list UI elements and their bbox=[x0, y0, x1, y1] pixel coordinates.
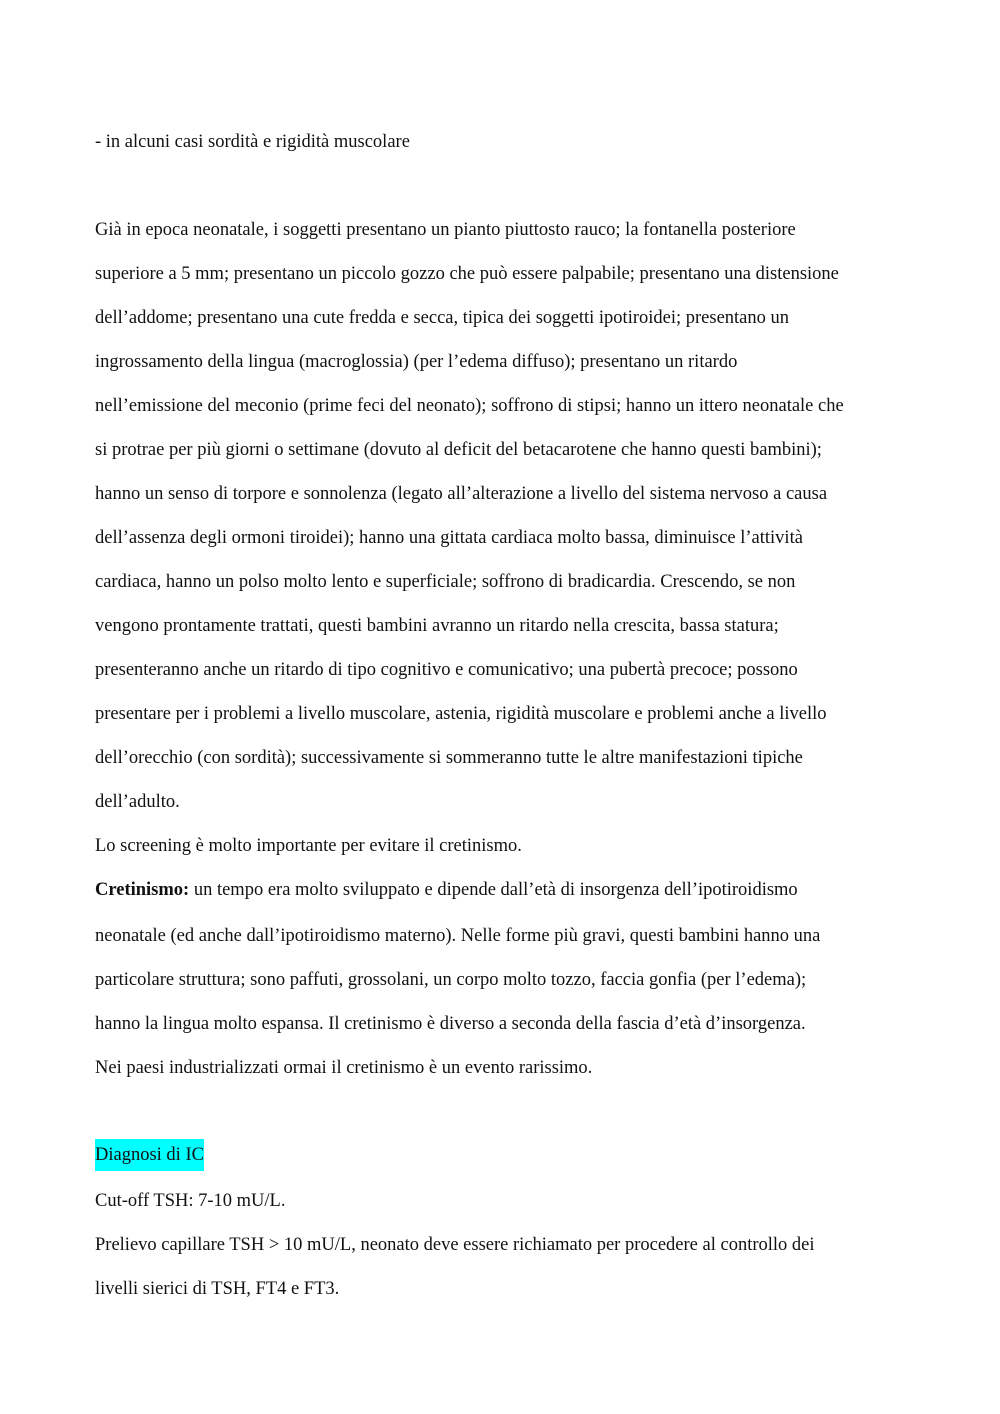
text-line: dell’assenza degli ormoni tiroidei); hanno una gittata cardiaca molto bassa, diminuisce l’attività bbox=[95, 528, 803, 548]
text-line: hanno la lingua molto espansa. Il cretinismo è diverso a seconda della fascia d’età d’insorgenza. bbox=[95, 1014, 806, 1034]
text-line: Nei paesi industrializzati ormai il cretinismo è un evento rarissimo. bbox=[95, 1058, 593, 1078]
text-line: presentare per i problemi a livello muscolare, astenia, rigidità muscolare e problemi anche a livello bbox=[95, 704, 827, 724]
text-line: neonatale (ed anche dall’ipotiroidismo materno). Nelle forme più gravi, questi bambini hanno una bbox=[95, 926, 821, 946]
text-line: livelli sierici di TSH, FT4 e FT3. bbox=[95, 1279, 340, 1299]
text-line: dell’adulto. bbox=[95, 792, 180, 812]
highlighted-heading: Diagnosi di IC bbox=[95, 1139, 204, 1171]
text-line: superiore a 5 mm; presentano un piccolo gozzo che può essere palpabile; presentano una distensione bbox=[95, 264, 839, 284]
text-line bbox=[95, 878, 798, 902]
text-line: ingrossamento della lingua (macroglossia) (per l’edema diffuso); presentano un ritardo bbox=[95, 352, 738, 372]
bullet-item: - in alcuni casi sordità e rigidità muscolare bbox=[95, 132, 410, 152]
text-line: particolare struttura; sono paffuti, grossolani, un corpo molto tozzo, faccia gonfia (per l’edema); bbox=[95, 970, 807, 990]
text-line: dell’orecchio (con sordità); successivamente si sommeranno tutte le altre manifestazioni tipiche bbox=[95, 748, 803, 768]
text-line: vengono prontamente trattati, questi bambini avranno un ritardo nella crescita, bassa statura; bbox=[95, 616, 779, 636]
text-line: cardiaca, hanno un polso molto lento e superficiale; soffrono di bradicardia. Crescendo, se non bbox=[95, 572, 796, 592]
cutoff-line: Cut-off TSH: 7-10 mU/L. bbox=[95, 1191, 286, 1211]
text-line: presenteranno anche un ritardo di tipo cognitivo e comunicativo; una pubertà precoce; possono bbox=[95, 660, 798, 680]
text-line: hanno un senso di torpore e sonnolenza (legato all’alterazione a livello del sistema nervoso a causa bbox=[95, 484, 828, 504]
text-line: nell’emissione del meconio (prime feci del neonato); soffrono di stipsi; hanno un ittero neonatale che bbox=[95, 396, 844, 416]
section-heading-diagnosi bbox=[95, 1143, 204, 1167]
text-line: Già in epoca neonatale, i soggetti presentano un pianto piuttosto rauco; la fontanella posteriore bbox=[95, 220, 796, 240]
cretinismo-definition: un tempo era molto sviluppato e dipende dall’età di insorgenza dell’ipotiroidismo bbox=[189, 880, 798, 900]
screening-statement: Lo screening è molto importante per evitare il cretinismo. bbox=[95, 836, 522, 856]
text-line: si protrae per più giorni o settimane (dovuto al deficit del betacarotene che hanno questi bambini); bbox=[95, 440, 822, 460]
text-line: dell’addome; presentano una cute fredda e secca, tipica dei soggetti ipotiroidei; presentano un bbox=[95, 308, 790, 328]
cretinismo-term: Cretinismo: bbox=[95, 880, 190, 900]
text-line: Prelievo capillare TSH > 10 mU/L, neonato deve essere richiamato per procedere al controllo dei bbox=[95, 1235, 815, 1255]
